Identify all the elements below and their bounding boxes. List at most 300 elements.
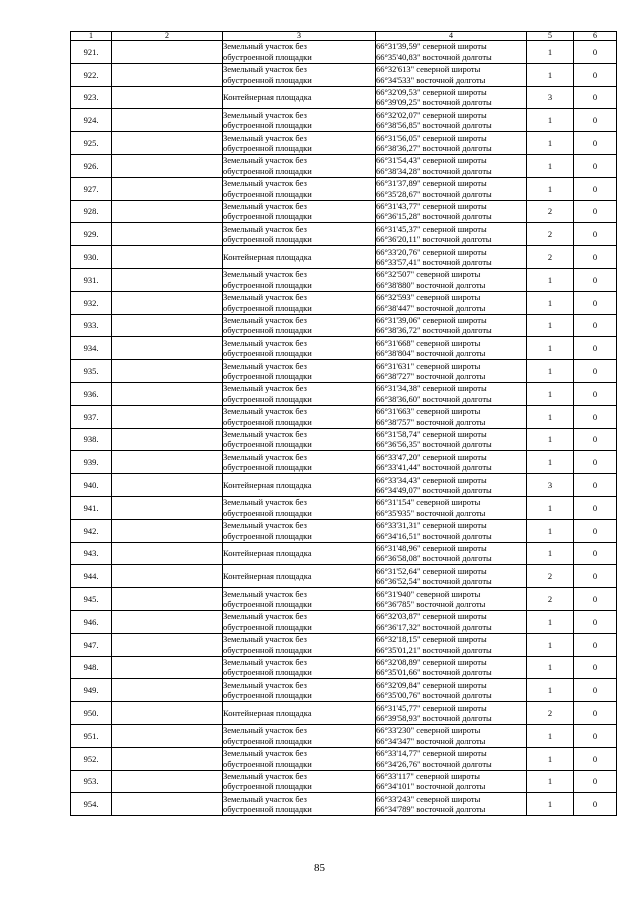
coordinates bbox=[376, 246, 527, 269]
site-type-line: Контейнерная площадка bbox=[223, 570, 312, 581]
latitude: 66°31'631" северной широты bbox=[376, 360, 481, 371]
table-row bbox=[71, 63, 617, 86]
coordinates bbox=[376, 86, 527, 109]
longitude: 66°35'40,83" восточной долготы bbox=[376, 51, 492, 62]
column-2-cell bbox=[112, 610, 223, 633]
row-number: 945. bbox=[71, 588, 112, 611]
column-2-cell bbox=[112, 63, 223, 86]
longitude: 66°38'727" восточной долготы bbox=[376, 371, 486, 382]
longitude: 66°34'26,76" восточной долготы bbox=[376, 758, 492, 769]
longitude: 66°38'880" восточной долготы bbox=[376, 279, 486, 290]
latitude: 66°31'43,77" северной широты bbox=[376, 200, 487, 211]
table-row bbox=[71, 747, 617, 770]
table-row bbox=[71, 656, 617, 679]
site-type-line: Земельный участок без bbox=[223, 656, 307, 667]
site-type-line: Земельный участок без bbox=[223, 41, 307, 52]
coordinates bbox=[376, 519, 527, 542]
row-number: 937. bbox=[71, 405, 112, 428]
column-5-value: 3 bbox=[527, 474, 574, 497]
page-number: 85 bbox=[314, 862, 325, 874]
column-5-value: 1 bbox=[527, 633, 574, 656]
site-type-line: Земельный участок без bbox=[223, 200, 307, 211]
column-5-value: 3 bbox=[527, 86, 574, 109]
row-number: 932. bbox=[71, 291, 112, 314]
latitude: 66°33'14,77" северной широты bbox=[376, 748, 487, 759]
site-type bbox=[223, 382, 376, 405]
site-type-line: обустроенной площадки bbox=[223, 165, 312, 176]
latitude: 66°33'230" северной широты bbox=[376, 725, 481, 736]
site-type-line: Контейнерная площадка bbox=[223, 707, 312, 718]
column-6-value: 0 bbox=[574, 610, 617, 633]
column-6-value: 0 bbox=[574, 679, 617, 702]
site-type bbox=[223, 223, 376, 246]
row-number: 926. bbox=[71, 154, 112, 177]
column-2-cell bbox=[112, 474, 223, 497]
table-row bbox=[71, 496, 617, 519]
column-6-value: 0 bbox=[574, 337, 617, 360]
longitude: 66°38'36,27" восточной долготы bbox=[376, 143, 492, 154]
longitude: 66°35'01,66" восточной долготы bbox=[376, 667, 492, 678]
longitude: 66°34'789" восточной долготы bbox=[376, 804, 486, 815]
coordinates bbox=[376, 382, 527, 405]
site-type bbox=[223, 63, 376, 86]
site-type-line: обустроенной площадки bbox=[223, 599, 312, 610]
latitude: 66°33'117" северной широты bbox=[376, 770, 480, 781]
table-row bbox=[71, 428, 617, 451]
site-type bbox=[223, 360, 376, 383]
coordinates bbox=[376, 610, 527, 633]
column-5-value: 1 bbox=[527, 496, 574, 519]
table-row bbox=[71, 474, 617, 497]
coordinates bbox=[376, 405, 527, 428]
site-type bbox=[223, 747, 376, 770]
table-row bbox=[71, 633, 617, 656]
latitude: 66°31'34,38" северной широты bbox=[376, 383, 487, 394]
column-5-value: 1 bbox=[527, 542, 574, 565]
column-5-value: 1 bbox=[527, 382, 574, 405]
table-row bbox=[71, 177, 617, 200]
row-number: 931. bbox=[71, 268, 112, 291]
column-5-value: 1 bbox=[527, 451, 574, 474]
column-6-value: 0 bbox=[574, 633, 617, 656]
site-type bbox=[223, 565, 376, 588]
column-6-value: 0 bbox=[574, 656, 617, 679]
column-6-value: 0 bbox=[574, 314, 617, 337]
column-5-value: 1 bbox=[527, 291, 574, 314]
site-type-line: Земельный участок без bbox=[223, 428, 307, 439]
site-type bbox=[223, 702, 376, 725]
longitude: 66°34'49,07" восточной долготы bbox=[376, 485, 492, 496]
table-row bbox=[71, 793, 617, 816]
row-number: 952. bbox=[71, 747, 112, 770]
site-type-line: обустроенной площадки bbox=[223, 690, 312, 701]
header-cell-1: 1 bbox=[71, 32, 112, 41]
column-2-cell bbox=[112, 154, 223, 177]
column-6-value: 0 bbox=[574, 109, 617, 132]
column-6-value: 0 bbox=[574, 246, 617, 269]
column-6-value: 0 bbox=[574, 542, 617, 565]
table-row bbox=[71, 770, 617, 793]
longitude: 66°39'09,25" восточной долготы bbox=[376, 97, 492, 108]
coordinates bbox=[376, 770, 527, 793]
header-cell-4: 4 bbox=[376, 32, 527, 41]
site-type-line: обустроенной площадки bbox=[223, 371, 312, 382]
latitude: 66°31'663" северной широты bbox=[376, 406, 481, 417]
site-type bbox=[223, 542, 376, 565]
table-row bbox=[71, 702, 617, 725]
latitude: 66°33'31,31" северной широты bbox=[376, 520, 487, 531]
latitude: 66°31'940" северной широты bbox=[376, 588, 481, 599]
column-2-cell bbox=[112, 291, 223, 314]
latitude: 66°33'243" северной широты bbox=[376, 793, 481, 804]
row-number: 940. bbox=[71, 474, 112, 497]
site-type-line: обустроенной площадки bbox=[223, 302, 312, 313]
coordinates bbox=[376, 747, 527, 770]
coordinates bbox=[376, 702, 527, 725]
site-type-line: Земельный участок без bbox=[223, 155, 307, 166]
coordinates bbox=[376, 41, 527, 64]
latitude: 66°31'45,77" северной широты bbox=[376, 702, 487, 713]
site-type-line: обустроенной площадки bbox=[223, 621, 312, 632]
site-type bbox=[223, 770, 376, 793]
column-6-value: 0 bbox=[574, 268, 617, 291]
longitude: 66°38'56,85" восточной долготы bbox=[376, 120, 492, 131]
longitude: 66°38'804" восточной долготы bbox=[376, 348, 486, 359]
site-type-line: Земельный участок без bbox=[223, 725, 307, 736]
longitude: 66°34'16,51" восточной долготы bbox=[376, 530, 492, 541]
latitude: 66°32'08,89" северной широты bbox=[376, 656, 487, 667]
site-type-line: обустроенной площадки bbox=[223, 188, 312, 199]
site-type-line: Земельный участок без bbox=[223, 634, 307, 645]
column-6-value: 0 bbox=[574, 200, 617, 223]
site-type-line: обустроенной площадки bbox=[223, 667, 312, 678]
column-2-cell bbox=[112, 702, 223, 725]
column-2-cell bbox=[112, 656, 223, 679]
site-type-line: Земельный участок без bbox=[223, 748, 307, 759]
site-type bbox=[223, 132, 376, 155]
column-2-cell bbox=[112, 633, 223, 656]
column-5-value: 2 bbox=[527, 588, 574, 611]
row-number: 923. bbox=[71, 86, 112, 109]
column-2-cell bbox=[112, 770, 223, 793]
table-row bbox=[71, 451, 617, 474]
column-2-cell bbox=[112, 86, 223, 109]
column-2-cell bbox=[112, 41, 223, 64]
table-row bbox=[71, 724, 617, 747]
site-type-line: обустроенной площадки bbox=[223, 143, 312, 154]
site-type-line: обустроенной площадки bbox=[223, 120, 312, 131]
site-type-line: Контейнерная площадка bbox=[223, 92, 312, 103]
row-number: 929. bbox=[71, 223, 112, 246]
site-type-line: Земельный участок без bbox=[223, 497, 307, 508]
site-type-line: Земельный участок без bbox=[223, 383, 307, 394]
latitude: 66°32'02,07" северной широты bbox=[376, 109, 487, 120]
coordinates bbox=[376, 154, 527, 177]
column-5-value: 1 bbox=[527, 656, 574, 679]
coordinates bbox=[376, 474, 527, 497]
row-number: 925. bbox=[71, 132, 112, 155]
table-row bbox=[71, 314, 617, 337]
latitude: 66°31'154" северной широты bbox=[376, 497, 481, 508]
site-type-line: Контейнерная площадка bbox=[223, 251, 312, 262]
longitude: 66°36'58,08" восточной долготы bbox=[376, 553, 492, 564]
latitude: 66°32'09,84" северной широты bbox=[376, 679, 487, 690]
header-cell-6: 6 bbox=[574, 32, 617, 41]
latitude: 66°33'34,43" северной широты bbox=[376, 474, 487, 485]
column-6-value: 0 bbox=[574, 41, 617, 64]
table-row bbox=[71, 268, 617, 291]
longitude: 66°35'00,76" восточной долготы bbox=[376, 690, 492, 701]
site-type bbox=[223, 337, 376, 360]
site-type bbox=[223, 724, 376, 747]
column-5-value: 2 bbox=[527, 223, 574, 246]
row-number: 938. bbox=[71, 428, 112, 451]
row-number: 954. bbox=[71, 793, 112, 816]
row-number: 934. bbox=[71, 337, 112, 360]
site-type bbox=[223, 519, 376, 542]
site-type bbox=[223, 633, 376, 656]
coordinates bbox=[376, 268, 527, 291]
column-6-value: 0 bbox=[574, 154, 617, 177]
site-type bbox=[223, 656, 376, 679]
column-5-value: 1 bbox=[527, 314, 574, 337]
site-type-line: Земельный участок без bbox=[223, 223, 307, 234]
site-type-line: обустроенной площадки bbox=[223, 758, 312, 769]
row-number: 953. bbox=[71, 770, 112, 793]
row-number: 924. bbox=[71, 109, 112, 132]
column-5-value: 2 bbox=[527, 565, 574, 588]
row-number: 943. bbox=[71, 542, 112, 565]
column-6-value: 0 bbox=[574, 451, 617, 474]
site-type bbox=[223, 291, 376, 314]
table-row bbox=[71, 610, 617, 633]
site-type-line: обустроенной площадки bbox=[223, 804, 312, 815]
latitude: 66°31'39,59" северной широты bbox=[376, 41, 487, 52]
site-type bbox=[223, 246, 376, 269]
column-2-cell bbox=[112, 793, 223, 816]
table-row bbox=[71, 223, 617, 246]
longitude: 66°34'533" восточной долготы bbox=[376, 74, 486, 85]
column-5-value: 1 bbox=[527, 770, 574, 793]
longitude: 66°35'28,67" восточной долготы bbox=[376, 188, 492, 199]
column-6-value: 0 bbox=[574, 770, 617, 793]
table-row bbox=[71, 382, 617, 405]
column-6-value: 0 bbox=[574, 565, 617, 588]
site-type bbox=[223, 588, 376, 611]
column-5-value: 1 bbox=[527, 747, 574, 770]
column-6-value: 0 bbox=[574, 474, 617, 497]
site-type bbox=[223, 200, 376, 223]
column-5-value: 1 bbox=[527, 268, 574, 291]
longitude: 66°39'58,93" восточной долготы bbox=[376, 713, 492, 723]
longitude: 66°36'785" восточной долготы bbox=[376, 599, 486, 610]
coordinates bbox=[376, 360, 527, 383]
row-number: 928. bbox=[71, 200, 112, 223]
column-6-value: 0 bbox=[574, 793, 617, 816]
site-type-line: Земельный участок без bbox=[223, 611, 307, 622]
table-row bbox=[71, 200, 617, 223]
coordinates bbox=[376, 542, 527, 565]
site-type bbox=[223, 405, 376, 428]
site-type bbox=[223, 793, 376, 816]
table-row bbox=[71, 246, 617, 269]
column-5-value: 1 bbox=[527, 724, 574, 747]
registry-table bbox=[70, 31, 617, 816]
site-type-line: Земельный участок без bbox=[223, 132, 307, 143]
column-5-value: 1 bbox=[527, 154, 574, 177]
site-type-line: Земельный участок без bbox=[223, 360, 307, 371]
coordinates bbox=[376, 793, 527, 816]
row-number: 921. bbox=[71, 41, 112, 64]
column-2-cell bbox=[112, 542, 223, 565]
longitude: 66°35'935" восточной долготы bbox=[376, 507, 486, 518]
site-type bbox=[223, 41, 376, 64]
table-row bbox=[71, 360, 617, 383]
column-5-value: 1 bbox=[527, 679, 574, 702]
column-5-value: 1 bbox=[527, 132, 574, 155]
column-6-value: 0 bbox=[574, 86, 617, 109]
column-5-value: 1 bbox=[527, 405, 574, 428]
table-row bbox=[71, 154, 617, 177]
row-number: 944. bbox=[71, 565, 112, 588]
column-5-value: 1 bbox=[527, 428, 574, 451]
table-row bbox=[71, 337, 617, 360]
column-2-cell bbox=[112, 747, 223, 770]
site-type-line: Земельный участок без bbox=[223, 314, 307, 325]
column-2-cell bbox=[112, 519, 223, 542]
longitude: 66°38'757" восточной долготы bbox=[376, 416, 486, 427]
coordinates bbox=[376, 588, 527, 611]
column-2-cell bbox=[112, 428, 223, 451]
site-type-line: Контейнерная площадка bbox=[223, 548, 312, 559]
site-type bbox=[223, 109, 376, 132]
row-number: 947. bbox=[71, 633, 112, 656]
site-type bbox=[223, 177, 376, 200]
column-5-value: 1 bbox=[527, 109, 574, 132]
column-2-cell bbox=[112, 200, 223, 223]
site-type-line: обустроенной площадки bbox=[223, 51, 312, 62]
column-6-value: 0 bbox=[574, 405, 617, 428]
longitude: 66°36'17,32" восточной долготы bbox=[376, 621, 492, 632]
header-cell-3: 3 bbox=[223, 32, 376, 41]
latitude: 66°33'20,76" северной широты bbox=[376, 246, 487, 257]
site-type-line: Земельный участок без bbox=[223, 292, 307, 303]
site-type bbox=[223, 451, 376, 474]
site-type-line: Контейнерная площадка bbox=[223, 479, 312, 490]
site-type bbox=[223, 428, 376, 451]
site-type-line: обустроенной площадки bbox=[223, 462, 312, 473]
coordinates bbox=[376, 223, 527, 246]
coordinates bbox=[376, 451, 527, 474]
coordinates bbox=[376, 428, 527, 451]
column-6-value: 0 bbox=[574, 63, 617, 86]
latitude: 66°32'613" северной широты bbox=[376, 64, 481, 75]
site-type-line: обустроенной площадки bbox=[223, 439, 312, 450]
site-type bbox=[223, 268, 376, 291]
site-type-line: Земельный участок без bbox=[223, 451, 307, 462]
table-row bbox=[71, 519, 617, 542]
column-2-cell bbox=[112, 405, 223, 428]
column-5-value: 2 bbox=[527, 246, 574, 269]
coordinates bbox=[376, 656, 527, 679]
site-type-line: обустроенной площадки bbox=[223, 74, 312, 85]
longitude: 66°36'20,11" восточной долготы bbox=[376, 234, 492, 245]
latitude: 66°31'45,37" северной широты bbox=[376, 223, 487, 234]
column-6-value: 0 bbox=[574, 177, 617, 200]
site-type-line: обустроенной площадки bbox=[223, 530, 312, 541]
column-2-cell bbox=[112, 109, 223, 132]
table-row bbox=[71, 679, 617, 702]
row-number: 935. bbox=[71, 360, 112, 383]
column-6-value: 0 bbox=[574, 132, 617, 155]
coordinates bbox=[376, 633, 527, 656]
table-row bbox=[71, 565, 617, 588]
latitude: 66°32'507" северной широты bbox=[376, 269, 481, 280]
column-6-value: 0 bbox=[574, 428, 617, 451]
column-6-value: 0 bbox=[574, 702, 617, 725]
site-type bbox=[223, 86, 376, 109]
site-type-line: Земельный участок без bbox=[223, 269, 307, 280]
row-number: 951. bbox=[71, 724, 112, 747]
site-type-line: обустроенной площадки bbox=[223, 348, 312, 359]
column-2-cell bbox=[112, 246, 223, 269]
site-type bbox=[223, 474, 376, 497]
row-number: 933. bbox=[71, 314, 112, 337]
site-type-line: обустроенной площадки bbox=[223, 507, 312, 518]
column-2-cell bbox=[112, 360, 223, 383]
column-2-cell bbox=[112, 223, 223, 246]
latitude: 66°31'48,96" северной широты bbox=[376, 542, 487, 553]
column-2-cell bbox=[112, 588, 223, 611]
column-2-cell bbox=[112, 496, 223, 519]
table-row bbox=[71, 588, 617, 611]
row-number: 941. bbox=[71, 496, 112, 519]
table-row bbox=[71, 86, 617, 109]
site-type-line: Земельный участок без bbox=[223, 770, 307, 781]
site-type-line: обустроенной площадки bbox=[223, 416, 312, 427]
column-5-value: 1 bbox=[527, 519, 574, 542]
coordinates bbox=[376, 565, 527, 588]
coordinates bbox=[376, 291, 527, 314]
longitude: 66°38'34,28" восточной долготы bbox=[376, 165, 492, 176]
column-6-value: 0 bbox=[574, 382, 617, 405]
column-2-cell bbox=[112, 679, 223, 702]
column-5-value: 1 bbox=[527, 41, 574, 64]
latitude: 66°31'37,89" северной широты bbox=[376, 178, 487, 189]
row-number: 948. bbox=[71, 656, 112, 679]
column-5-value: 1 bbox=[527, 337, 574, 360]
site-type bbox=[223, 314, 376, 337]
site-type-line: Земельный участок без bbox=[223, 793, 307, 804]
coordinates bbox=[376, 63, 527, 86]
column-2-cell bbox=[112, 382, 223, 405]
coordinates bbox=[376, 314, 527, 337]
table-row bbox=[71, 109, 617, 132]
column-2-cell bbox=[112, 724, 223, 747]
coordinates bbox=[376, 132, 527, 155]
latitude: 66°31'52,64" северной широты bbox=[376, 565, 487, 576]
longitude: 66°34'101" восточной долготы bbox=[376, 781, 486, 792]
column-5-value: 1 bbox=[527, 793, 574, 816]
row-number: 936. bbox=[71, 382, 112, 405]
coordinates bbox=[376, 337, 527, 360]
longitude: 66°38'447" восточной долготы bbox=[376, 302, 486, 313]
site-type-line: обустроенной площадки bbox=[223, 279, 312, 290]
column-6-value: 0 bbox=[574, 360, 617, 383]
latitude: 66°31'54,43" северной широты bbox=[376, 155, 487, 166]
column-2-cell bbox=[112, 132, 223, 155]
longitude: 66°38'36,72" восточной долготы bbox=[376, 325, 492, 336]
